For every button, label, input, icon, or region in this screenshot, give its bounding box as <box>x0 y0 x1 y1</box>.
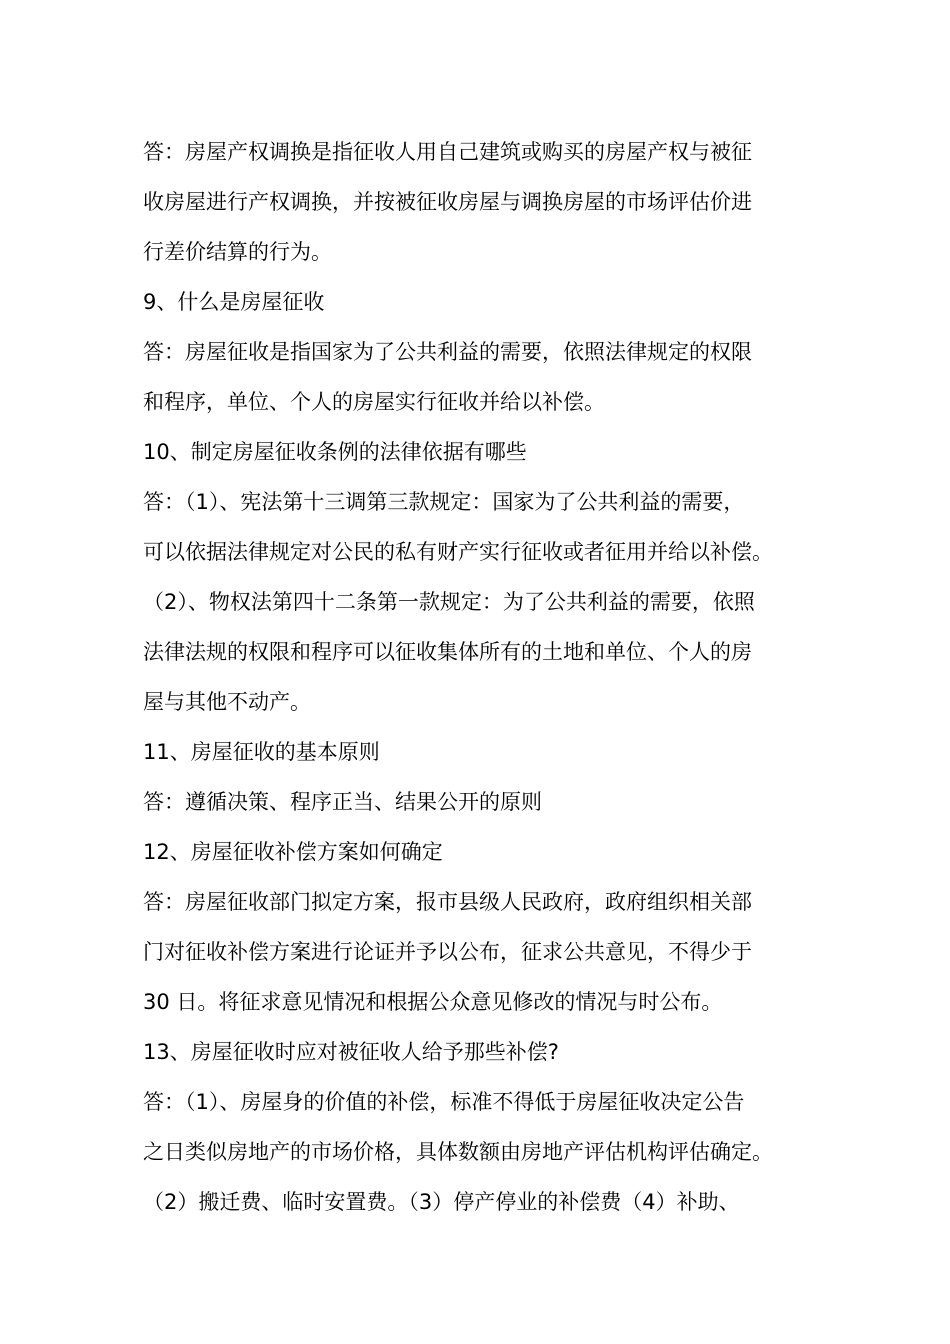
question-10-heading: 10、制定房屋征收条例的法律依据有哪些 <box>143 440 527 464</box>
answer-9-line-2: 和程序，单位、个人的房屋实行征收并给以补偿。 <box>143 390 605 414</box>
answer-10-line-1: 答：（1）、宪法第十三调第三款规定：国家为了公共利益的需要， <box>143 490 745 514</box>
answer-12-line-1: 答：房屋征收部门拟定方案，报市县级人民政府，政府组织相关部 <box>143 890 752 914</box>
answer-12-line-3: 30 日。将征求意见情况和根据公众意见修改的情况与时公布。 <box>143 990 723 1014</box>
answer-13-line-3: （2）搬迁费、临时安置费。（3）停产停业的补偿费（4）补助、 <box>143 1190 740 1214</box>
answer-13-line-2: 之日类似房地产的市场价格，具体数额由房地产评估机构评估确定。 <box>143 1140 773 1164</box>
answer-8-line-2: 收房屋进行产权调换，并按被征收房屋与调换房屋的市场评估价进 <box>143 190 752 214</box>
answer-10-line-4: 法律法规的权限和程序可以征收集体所有的土地和单位、个人的房 <box>143 640 752 664</box>
question-12-heading: 12、房屋征收补偿方案如何确定 <box>143 840 443 864</box>
answer-13-line-1: 答：（1）、房屋身的价值的补偿，标准不得低于房屋征收决定公告 <box>143 1090 745 1114</box>
answer-12-line-2: 门对征收补偿方案进行论证并予以公布，征求公共意见，不得少于 <box>143 940 752 964</box>
answer-9-line-1: 答：房屋征收是指国家为了公共利益的需要，依照法律规定的权限 <box>143 340 752 364</box>
answer-10-line-3: （2）、物权法第四十二条第一款规定：为了公共利益的需要，依照 <box>143 590 755 614</box>
question-11-heading: 11、房屋征收的基本原则 <box>143 740 380 764</box>
document-body <box>143 127 833 1227</box>
answer-10-line-2: 可以依据法律规定对公民的私有财产实行征收或者征用并给以补偿。 <box>143 540 773 564</box>
question-13-heading: 13、房屋征收时应对被征收人给予那些补偿? <box>143 1040 559 1064</box>
answer-8-line-1: 答：房屋产权调换是指征收人用自己建筑或购买的房屋产权与被征 <box>143 140 752 164</box>
answer-8-line-3: 行差价结算的行为。 <box>143 240 332 264</box>
question-9-heading: 9、什么是房屋征收 <box>143 290 325 314</box>
answer-11-line-1: 答：遵循决策、程序正当、结果公开的原则 <box>143 790 542 814</box>
answer-10-line-5: 屋与其他不动产。 <box>143 690 311 714</box>
